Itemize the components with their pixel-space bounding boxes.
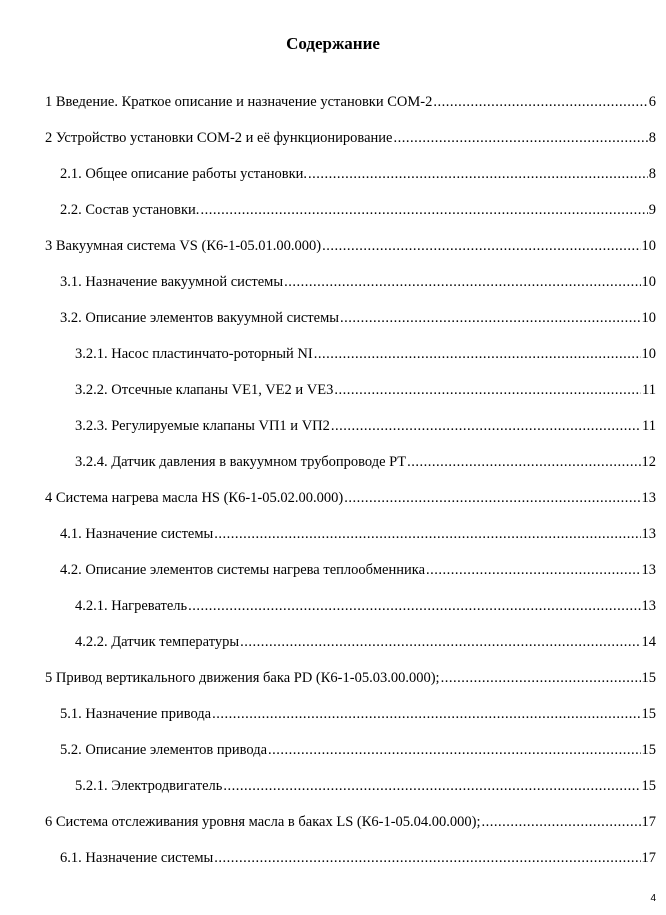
toc-entry-page: 9 [648,202,656,218]
toc-entry[interactable] [0,416,666,452]
toc-entry-text: 6 Система отслеживания уровня масла в баках LS (К6-1-05.04.00.000); [45,814,481,830]
toc-entry-text: 3.2.1. Насос пластинчато-роторный NI [75,346,313,362]
toc-entry[interactable] [0,380,666,416]
toc-entry-page: 15 [641,778,656,794]
toc-entry-page: 13 [641,562,656,578]
toc-entry[interactable] [0,848,666,884]
toc-dot-leader [426,560,640,580]
toc-entry[interactable] [0,164,666,200]
toc-entry-text: 2.2. Состав установки. [60,202,200,218]
toc-dot-leader [433,92,647,112]
table-of-contents [0,92,666,884]
toc-entry-text: 1 Введение. Краткое описание и назначение установки СОМ-2 [45,94,433,110]
toc-entry[interactable] [0,704,666,740]
toc-entry[interactable] [0,308,666,344]
toc-entry-text: 3.2.2. Отсечные клапаны VE1, VE2 и VE3 [75,382,334,398]
toc-entry[interactable] [0,776,666,812]
toc-entry[interactable] [0,668,666,704]
toc-dot-leader [331,416,641,436]
toc-entry-text: 2 Устройство установки СОМ-2 и её функционирование [45,130,393,146]
page-title: Содержание [286,34,380,53]
toc-entry-text: 3.2.4. Датчик давления в вакуумном трубопроводе PT [75,454,407,470]
toc-entry-page: 14 [641,634,656,650]
toc-entry-text: 4 Система нагрева масла HS (К6-1-05.02.00.000) [45,490,344,506]
toc-dot-leader [407,452,640,472]
toc-entry-page: 15 [641,742,656,758]
toc-dot-leader [322,236,640,256]
toc-entry[interactable] [0,128,666,164]
toc-entry-text: 3 Вакуумная система VS (К6-1-05.01.00.000) [45,238,322,254]
toc-entry-page: 10 [641,274,656,290]
toc-entry-page: 6 [648,94,656,110]
toc-dot-leader [340,308,641,328]
toc-dot-leader [214,848,640,868]
toc-entry-text: 5.2.1. Электродвигатель [75,778,223,794]
toc-dot-leader [393,128,647,148]
toc-dot-leader [240,632,640,652]
toc-dot-leader [268,740,640,760]
toc-entry-text: 4.2.2. Датчик температуры [75,634,240,650]
toc-entry-page: 10 [641,238,656,254]
toc-dot-leader [212,704,640,724]
toc-entry-text: 5.1. Назначение привода [60,706,212,722]
toc-entry-text: 3.2.3. Регулируемые клапаны VП1 и VП2 [75,418,330,434]
toc-entry-text: 3.1. Назначение вакуумной системы [60,274,284,290]
toc-entry-page: 17 [641,850,656,866]
toc-entry-page: 10 [641,346,656,362]
toc-entry-text: 3.2. Описание элементов вакуумной системы [60,310,339,326]
toc-entry-page: 13 [641,526,656,542]
toc-dot-leader [214,524,640,544]
toc-dot-leader [441,668,641,688]
toc-entry[interactable] [0,740,666,776]
toc-entry-page: 11 [642,382,656,398]
toc-entry-text: 6.1. Назначение системы [60,850,214,866]
toc-entry[interactable] [0,560,666,596]
toc-entry-page: 11 [642,418,656,434]
toc-entry-text: 5.2. Описание элементов привода [60,742,268,758]
toc-entry[interactable] [0,272,666,308]
page-number: 4 [650,893,656,904]
toc-entry[interactable] [0,344,666,380]
toc-entry-page: 8 [648,166,656,182]
toc-entry-page: 15 [641,706,656,722]
toc-entry-text: 4.2. Описание элементов системы нагрева теплообменника [60,562,426,578]
toc-entry[interactable] [0,524,666,560]
toc-entry[interactable] [0,488,666,524]
toc-entry-page: 10 [641,310,656,326]
toc-entry[interactable] [0,632,666,668]
toc-entry[interactable] [0,92,666,128]
toc-entry-text: 4.2.1. Нагреватель [75,598,188,614]
toc-entry-text: 5 Привод вертикального движения бака PD (К6-1-05.03.00.000); [45,670,440,686]
toc-entry-page: 15 [641,670,656,686]
toc-entry[interactable] [0,200,666,236]
toc-dot-leader [314,344,641,364]
toc-dot-leader [344,488,640,508]
toc-entry-page: 12 [641,454,656,470]
toc-entry-page: 13 [641,490,656,506]
toc-entry[interactable] [0,452,666,488]
toc-dot-leader [223,776,640,796]
toc-entry-text: 2.1. Общее описание работы установки. [60,166,308,182]
toc-entry-page: 17 [641,814,656,830]
toc-dot-leader [334,380,641,400]
toc-entry[interactable] [0,812,666,848]
toc-entry-page: 8 [648,130,656,146]
toc-dot-leader [188,596,640,616]
toc-entry[interactable] [0,596,666,632]
toc-dot-leader [200,200,647,220]
toc-dot-leader [308,164,648,184]
toc-entry-page: 13 [641,598,656,614]
toc-dot-leader [482,812,641,832]
toc-dot-leader [284,272,640,292]
toc-entry[interactable] [0,236,666,272]
toc-entry-text: 4.1. Назначение системы [60,526,214,542]
